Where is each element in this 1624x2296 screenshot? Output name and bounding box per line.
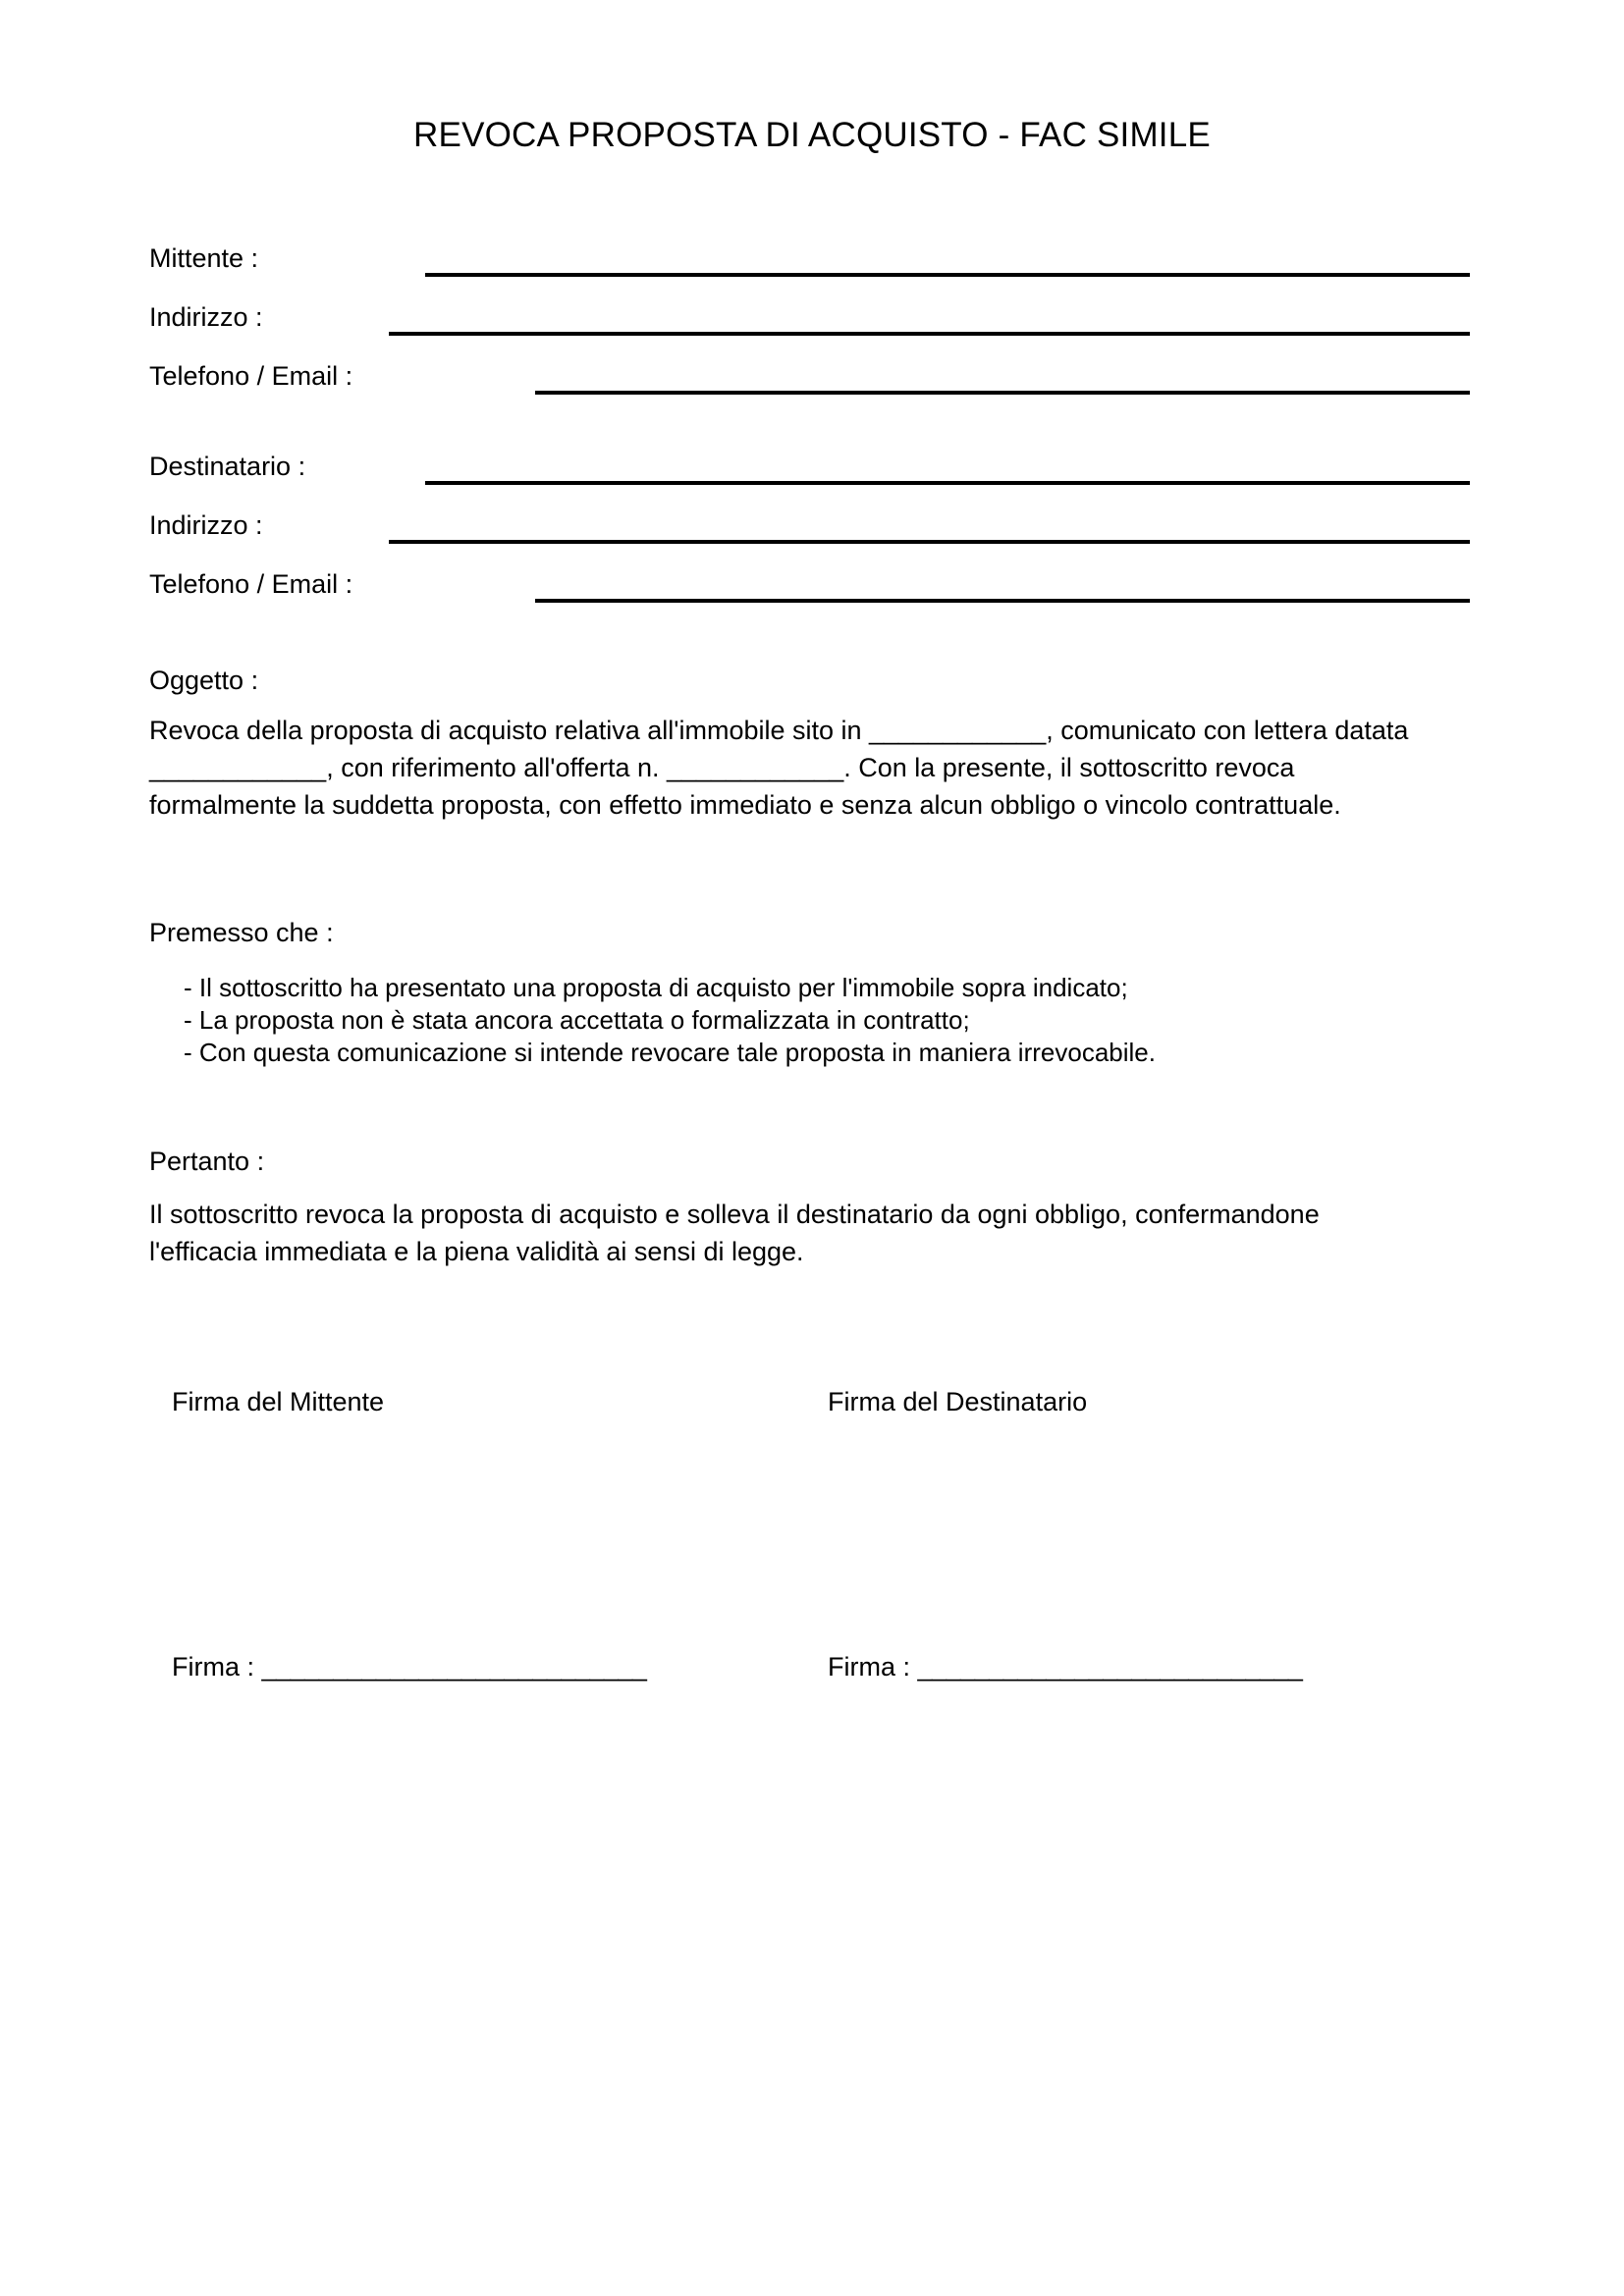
conclusion-heading: Pertanto : bbox=[149, 1147, 265, 1176]
sender-address-input-rule[interactable] bbox=[389, 332, 1470, 336]
recipient-contact-label: Telefono / Email : bbox=[149, 569, 353, 599]
subject-paragraph-line-3: formalmente la suddetta proposta, con effetto immediato e senza alcun obbligo o vincolo contrattuale. bbox=[149, 790, 1341, 820]
premise-list bbox=[184, 972, 1156, 1069]
sender-name-label: Mittente : bbox=[149, 243, 259, 273]
recipient-signature-line[interactable] bbox=[828, 1652, 1302, 1682]
sender-signature-line[interactable] bbox=[172, 1652, 646, 1682]
recipient-address-label: Indirizzo : bbox=[149, 510, 263, 540]
conclusion-paragraph-line-2: l'efficacia immediata e la piena validità ai sensi di legge. bbox=[149, 1237, 804, 1266]
sender-address-label: Indirizzo : bbox=[149, 302, 263, 332]
sender-signature-line-blank[interactable]: ___________________________ bbox=[261, 1652, 647, 1682]
conclusion-paragraph bbox=[149, 1196, 1320, 1270]
subject-heading: Oggetto : bbox=[149, 666, 259, 695]
conclusion-paragraph-line-1: Il sottoscritto revoca la proposta di acquisto e solleva il destinatario da ogni obbligo, confermandone bbox=[149, 1200, 1320, 1229]
recipient-name-label: Destinatario : bbox=[149, 452, 306, 481]
recipient-address-input-rule[interactable] bbox=[389, 540, 1470, 544]
recipient-signature-heading: Firma del Destinatario bbox=[828, 1387, 1088, 1416]
subject-paragraph-line-2: ____________, con riferimento all'offerta n. ____________. Con la presente, il sottoscritto revoca bbox=[149, 753, 1295, 782]
sender-signature-heading: Firma del Mittente bbox=[172, 1387, 385, 1416]
recipient-contact-input-rule[interactable] bbox=[535, 599, 1470, 603]
recipient-signature-line-label: Firma : bbox=[828, 1652, 918, 1682]
subject-paragraph bbox=[149, 712, 1408, 824]
list-item: - La proposta non è stata ancora accettata o formalizzata in contratto; bbox=[184, 1005, 970, 1035]
sender-signature-line-label: Firma : bbox=[172, 1652, 262, 1682]
subject-paragraph-line-1: Revoca della proposta di acquisto relativa all'immobile sito in ____________, comunicato con lettera datata bbox=[149, 716, 1409, 745]
premise-heading: Premesso che : bbox=[149, 918, 334, 947]
sender-contact-label: Telefono / Email : bbox=[149, 361, 353, 391]
list-item: - Con questa comunicazione si intende revocare tale proposta in maniera irrevocabile. bbox=[184, 1038, 1156, 1067]
recipient-signature-line-blank[interactable]: ___________________________ bbox=[917, 1652, 1303, 1682]
list-item: - Il sottoscritto ha presentato una proposta di acquisto per l'immobile sopra indicato; bbox=[184, 973, 1128, 1002]
recipient-name-input-rule[interactable] bbox=[425, 481, 1470, 485]
sender-name-input-rule[interactable] bbox=[425, 273, 1470, 277]
sender-contact-input-rule[interactable] bbox=[535, 391, 1470, 395]
page-title: REVOCA PROPOSTA DI ACQUISTO - FAC SIMILE bbox=[413, 116, 1211, 154]
